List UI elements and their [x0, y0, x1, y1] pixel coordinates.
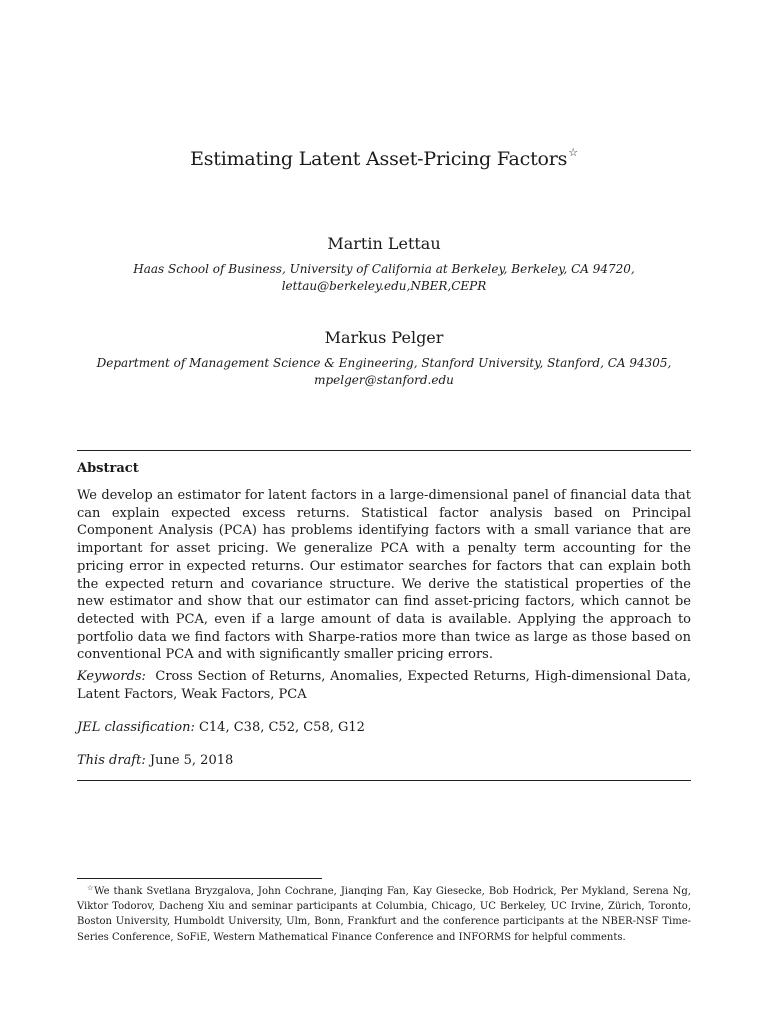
- abstract-text: We develop an estimator for latent factors in a large-dimensional panel of financial data that can explain expected excess returns. Statistical factor analysis based on Principal Component Analysis (PCA) has problems identifying factors with a small variance that are important for asset pricing. We generalize PCA with a penalty term accounting for the pricing error in expected returns. Our estimator searches for factors that can explain both the expected return and covariance structure. We derive the statistical properties of the new estimator and show that our estimator can find asset-pricing factors, which cannot be detected with PCA, even if a large amount of data is available. Applying the approach to portfolio data we find factors with Sharpe-ratios more than twice as large as those based on conventional PCA and with significantly smaller pricing errors.: [77, 488, 691, 663]
- draft-label: This draft:: [77, 753, 146, 768]
- footnote-mark: ☆: [87, 884, 95, 892]
- author-name: Martin Lettau: [327, 234, 441, 253]
- footnote-text: We thank Svetlana Bryzgalova, John Cochrane, Jianqing Fan, Kay Giesecke, Bob Hodrick, Per Mykland, Serena Ng, Viktor Todorov, Dacheng Xiu and seminar participants at Columbia, Chicago, UC Berkeley, UC Irvine, Zürich, Toronto, Boston University, Humboldt University, Ulm, Bonn, Frankfurt and the conference participants at the NBER-NSF Time-Series Conference, SoFiE, Western Mathematical Finance Conference and INFORMS for helpful comments.: [77, 886, 691, 943]
- abstract-top-rule: [77, 450, 691, 451]
- affiliation-line: lettau@berkeley.edu,NBER,CEPR: [281, 279, 487, 293]
- abstract-bottom-rule: [77, 780, 691, 781]
- author-affiliation: [0, 355, 768, 389]
- draft-value: June 5, 2018: [149, 753, 234, 768]
- jel-line: [77, 719, 691, 737]
- title-text: Estimating Latent Asset-Pricing Factors: [190, 148, 568, 170]
- affiliation-line: Haas School of Business, University of California at Berkeley, Berkeley, CA 94720,: [133, 262, 635, 276]
- author-block-lettau: [0, 234, 768, 295]
- abstract-heading: Abstract: [77, 461, 139, 476]
- affiliation-line: Department of Management Science & Engineering, Stanford University, Stanford, CA 94305,: [96, 356, 672, 370]
- jel-label: JEL classification:: [77, 720, 195, 735]
- keywords-line: [77, 668, 691, 703]
- footnote-rule: [77, 878, 322, 879]
- keywords-value: Cross Section of Returns, Anomalies, Expected Returns, High-dimensional Data, Latent Factors, Weak Factors, PCA: [77, 669, 691, 702]
- paper-title: [0, 146, 768, 170]
- author-block-pelger: [0, 328, 768, 389]
- keywords-label: Keywords:: [77, 669, 146, 684]
- affiliation-line: mpelger@stanford.edu: [314, 373, 454, 387]
- jel-value: C14, C38, C52, C58, G12: [198, 720, 365, 735]
- draft-date-line: [77, 752, 691, 770]
- author-affiliation: [0, 261, 768, 295]
- title-footnote-mark: ☆: [568, 146, 578, 159]
- author-name: Markus Pelger: [324, 328, 444, 347]
- acknowledgement-footnote: [77, 881, 691, 945]
